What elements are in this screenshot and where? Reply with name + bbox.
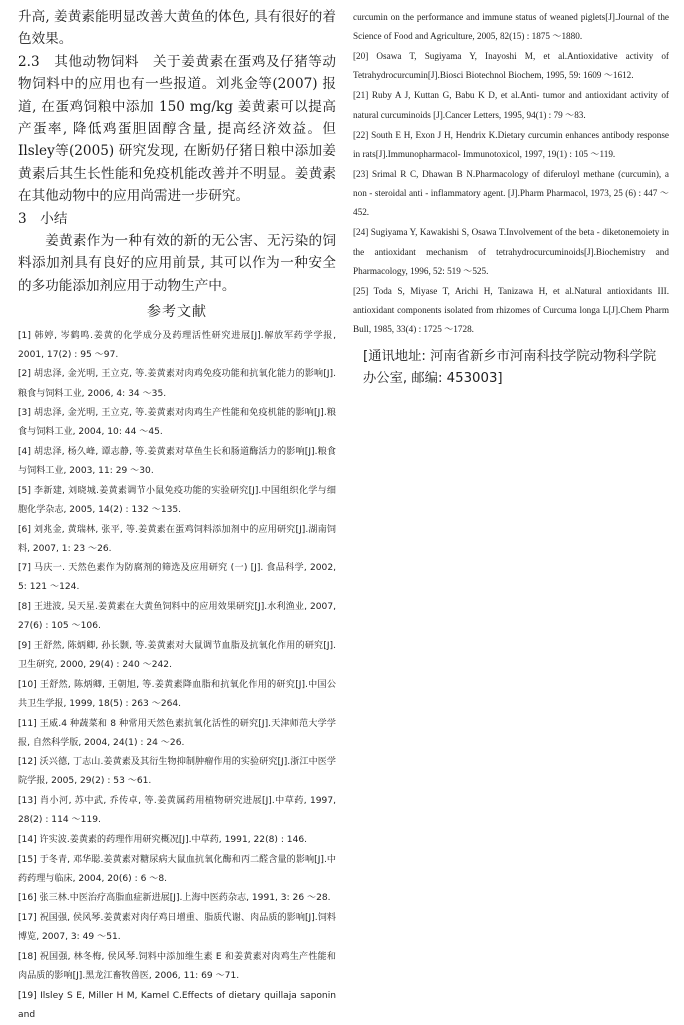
section-3-heading: 3 小结 xyxy=(18,210,68,227)
reference-item: [2] 胡忠泽, 金光明, 王立克, 等.姜黄素对肉鸡免疫功能和抗氧化能力的影响[J].粮食与饲料工业, 2006, 4: 34 ～35. xyxy=(18,369,336,399)
reference-item: [22] South E H, Exon J H, Hendrix K.Dietary curcumin enhances antibody response in rats[J].Immunopharmacol- Immunotoxicol, 1997, 19(1) : 105 ～119. xyxy=(353,129,669,159)
reference-item: [18] 祝国强, 林冬梅, 侯风琴.饲料中添加维生素 E 和姜黄素对肉鸡生产性能和肉品质的影响[J].黑龙江畜牧兽医, 2006, 11: 69 ～71. xyxy=(18,951,336,981)
reference-item: [11] 王威.4 种蔬菜和 8 种常用天然色素抗氧化活性的研究[J].天津师范大学学报, 自然科学版, 2004, 24(1) : 24 ～26. xyxy=(18,718,336,748)
reference-item: [23] Srimal R C, Dhawan B N.Pharmacology of diferuloyl methane (curcumin), a non - steroidal anti - inflammatory agent. [J].Pharm Pharmacol, 1973, 25 (6) : 447 ～452. xyxy=(353,168,669,218)
reference-item: [14] 许实波.姜黄素的药理作用研究概况[J].中草药, 1991, 22(8) : 146. xyxy=(18,834,308,845)
summary-paragraph: 姜黄素作为一种有效的新的无公害、无污染的饲料添加剂具有良好的应用前景, 其可以作为一种安全的多功能添加剂应用于动物生产中。 xyxy=(18,233,336,294)
reference-item: [12] 沃兴德, 丁志山.姜黄素及其衍生物抑制肿瘤作用的实验研究[J].浙江中医学院学报, 2005, 29(2) : 53 ～61. xyxy=(18,757,336,787)
reference-item: [8] 王进波, 吴天星.姜黄素在大黄鱼饲料中的应用效果研究[J].水利渔业, 2007, 27(6) : 105 ～106. xyxy=(18,602,336,632)
right-column xyxy=(353,8,669,390)
reference-item: [10] 王舒然, 陈炳卿, 王朝旭, 等.姜黄素降血脂和抗氧化作用的研究[J].中国公共卫生学报, 1999, 18(5) : 263 ～264. xyxy=(18,679,336,709)
reference-item: [13] 肖小河, 苏中武, 乔传卓, 等.姜黄属药用植物研究进展[J].中草药, 1997, 28(2) : 114 ～119. xyxy=(18,796,336,826)
reference-item: [19] Ilsley S E, Miller H M, Kamel C.Effects of dietary quillaja saponin and xyxy=(18,990,336,1020)
reference-item: [21] Ruby A J, Kuttan G, Babu K D, et al.Anti- tumor and antioxidant activity of natural curcuminoids [J].Cancer Letters, 1995, 94(1) : 79 ～83. xyxy=(353,90,669,120)
section-2-3-paragraph: 2.3 其他动物饲料 关于姜黄素在蛋鸡及仔猪等动物饲料中的应用也有一些报道。刘兆金等(2007) 报道, 在蛋鸡饲粮中添加 150 mg/kg 姜黄素可以提高产蛋率, 降低鸡蛋胆固醇含量, 提高经济效益。但 Ilsley等(2005) 研究发现, 在断奶仔猪日粮中添加姜黄素后其生长性能和免疫机能改善并不明显。姜黄素在其他动物中的应用尚需进一步研究。 xyxy=(18,53,336,205)
reference-item: [15] 于冬青, 邓华聪.姜黄素对糖尿病大鼠血抗氧化酶和丙二醛含量的影响[J].中药药理与临床, 2004, 20(6) : 6 ～8. xyxy=(18,854,336,884)
references-title: 参考文献 xyxy=(147,304,207,321)
intro-paragraph: 升高, 姜黄素能明显改善大黄鱼的体色, 具有很好的着色效果。 xyxy=(18,9,336,48)
reference-list-right xyxy=(353,8,669,340)
reference-item: [17] 祝国强, 侯风琴.姜黄素对肉仔鸡日增重、脂质代谢、肉品质的影响[J].饲料博览, 2007, 3: 49 ～51. xyxy=(18,913,336,943)
reference-item: [25] Toda S, Miyase T, Arichi H, Tanizawa H, et al.Natural antioxidants III. antioxidant components isolated from rhizomes of Curcuma longa L[J].Chem Pharm Bull, 1985, 33(4) : 1725 ～1728. xyxy=(353,285,669,335)
reference-item: [4] 胡忠泽, 杨久峰, 谭志静, 等.姜黄素对草鱼生长和肠道酶活力的影响[J].粮食与饲料工业, 2003, 11: 29 ～30. xyxy=(18,447,336,477)
reference-item: [24] Sugiyama Y, Kawakishi S, Osawa T.Involvement of the beta - diketonemoiety in the antioxidant mechanism of tetrahydrocurcuminoids[J].Biochemistry and Pharmacology, 1996, 52: 519 ～525. xyxy=(353,227,669,276)
reference-item: [5] 李新建, 刘晓城.姜黄素调节小鼠免疫功能的实验研究[J].中国组织化学与细胞化学杂志, 2005, 14(2) : 132 ～135. xyxy=(18,485,336,515)
reference-item: [1] 韩婷, 岑鹤鸣.姜黄的化学成分及药理活性研究进展[J].解放军药学学报, 2001, 17(2) : 95 ～97. xyxy=(18,330,336,360)
reference-item: [16] 张三林.中医治疗高脂血症新进展[J].上海中医药杂志, 1991, 3: 26 ～28. xyxy=(18,893,331,904)
correspondence-address: [通讯地址: 河南省新乡市河南科技学院动物科学院办公室, 邮编: 453003] xyxy=(363,348,657,386)
reference-item: [20] Osawa T, Sugiyama Y, Inayoshi M, et al.Antioxidative activity of Tetrahydrocurcumin[J].Biosci Biotechnol Biochem, 1995, 59: 1609 ～1612. xyxy=(353,51,669,81)
reference-list-left xyxy=(18,327,336,1025)
reference-item: [3] 胡忠泽, 金光明, 王立克, 等.姜黄素对肉鸡生产性能和免疫机能的影响[J].粮食与饲料工业, 2004, 10: 44 ～45. xyxy=(18,408,336,438)
reference-item: curcumin on the performance and immune status of weaned piglets[J].Journal of the Science of Food and Agriculture, 2005, 82(15) : 1875 ～1880. xyxy=(353,12,669,42)
reference-item: [9] 王舒然, 陈炳卿, 孙长颢, 等.姜黄素对大鼠调节血脂及抗氧化作用的研究[J].卫生研究, 2000, 29(4) : 240 ～242. xyxy=(18,640,336,671)
left-column xyxy=(18,6,336,1025)
reference-item: [6] 刘兆金, 黄瑞林, 张平, 等.姜黄素在蛋鸡饲料添加剂中的应用研究[J].湖南饲料, 2007, 1: 23 ～26. xyxy=(18,524,336,554)
reference-item: [7] 马庆一. 天然色素作为防腐剂的筛选及应用研究 (一) [J]. 食品科学, 2002, 5: 121 ～124. xyxy=(18,563,336,593)
